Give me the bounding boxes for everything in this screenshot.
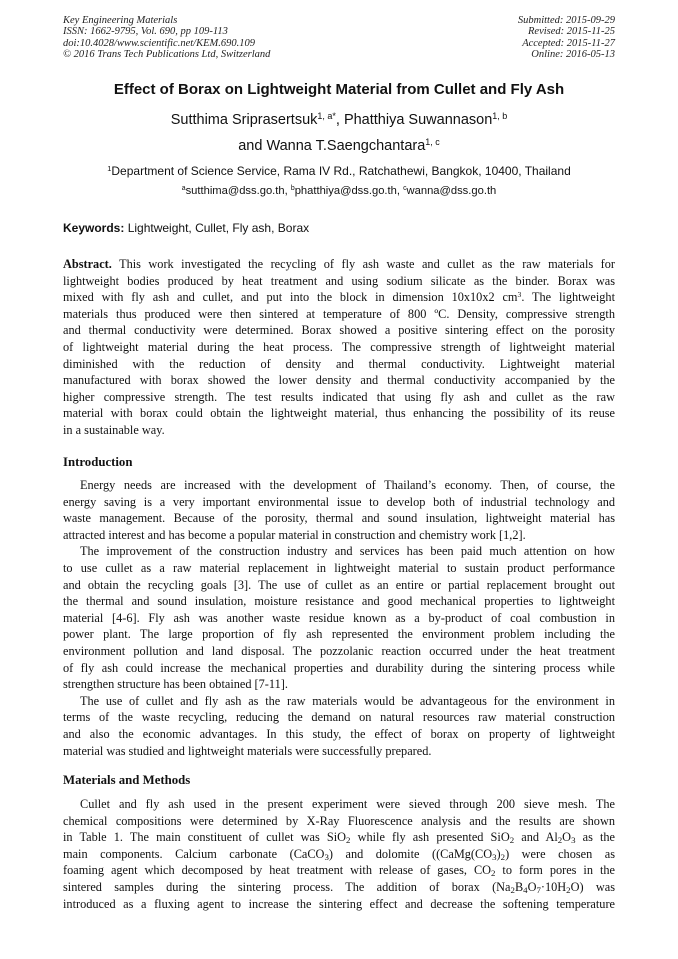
paragraph-line: energy saving is a very important environmental issue to develop both of industrial technology and <box>63 494 615 509</box>
author-line-2 <box>20 138 658 154</box>
paragraph-line: power plant. The large proportion of fly ash represented the environment problem including the <box>63 627 615 642</box>
author-affiliation-marker: 1, b <box>492 111 508 122</box>
affiliation-text: Department of Science Service, Rama IV Rd., Ratchathewi, Bangkok, 10400, Thailand <box>111 164 571 178</box>
text-run: in Table 1. The main constituent of cullet was SiO <box>63 830 347 845</box>
email: wanna@dss.go.th <box>406 185 497 197</box>
paragraph-line: terms of the waste recycling, reducing the demand on natural resources raw material construction <box>63 710 615 725</box>
text-run: B <box>514 879 524 894</box>
paragraph-line <box>63 879 615 896</box>
email: phatthiya@dss.go.th, <box>294 185 404 197</box>
abstract-line: lightweight bodies produced by heat treatment and using sodium silicate as the binder. Borax was <box>63 273 615 288</box>
abstract-text: This work investigated the recycling of fly ash waste and cullet as the raw materials for <box>111 257 615 271</box>
paragraph-line: the thermal and sound insulation, moisture resistance and good mechanical properties to lightweight <box>63 594 615 609</box>
copyright-line: © 2016 Trans Tech Publications Ltd, Switzerland <box>63 48 271 60</box>
affiliation <box>20 164 658 178</box>
abstract-line: in a sustainable way. <box>63 422 165 437</box>
subscript: 2 <box>346 835 351 846</box>
abstract-line: materials thus produced were then sintered at temperature of 800 ºC. Density, compressive strength <box>63 306 615 321</box>
subscript: 2 <box>509 835 515 846</box>
text-run: ) <box>496 846 501 861</box>
journal-info <box>63 15 270 60</box>
paragraph-line: of fly ash could increase the mechanical properties and durability during the sintering process while <box>63 660 615 675</box>
paragraph-line <box>63 862 615 879</box>
text-run: to form pores in the <box>495 863 615 878</box>
email-marker: b <box>290 185 295 193</box>
text-run: O <box>527 879 537 894</box>
subscript: 3 <box>324 851 329 862</box>
online-date: Online: 2016-05-13 <box>531 48 615 60</box>
author-line-1 <box>20 112 658 128</box>
paper-title: Effect of Borax on Lightweight Material from Cullet and Fly Ash <box>113 81 565 98</box>
paragraph-line: Energy needs are increased with the development of Thailand’s economy. Then, of course, the <box>80 478 615 492</box>
subscript: 3 <box>492 851 497 862</box>
issn-line: ISSN: 1662-9795, Vol. 690, pp 109-113 <box>63 26 228 38</box>
text-run: ) and dolomite ((CaMg(CO <box>328 846 493 861</box>
abstract-line: diminished with the reduction of density and thermal conductivity. Lightweight material <box>63 356 615 371</box>
paragraph-line: and obtain the recycling goals [3]. The use of cullet as an entire or partial replacement brought out <box>63 577 615 592</box>
abstract-line: material with borax could obtain the lightweight material, thus enhancing the possibility of its reuse <box>63 406 615 421</box>
paragraph-line: waste management. Because of the porosity, thermal and sound insulation, lightweight material has <box>63 511 615 526</box>
paragraph-line: environment pollution and land disposal. The pozzolanic reaction occurred under the heat treatment <box>63 643 615 658</box>
text-run: foaming agent which decomposed by heat treatment with release of gases, CO <box>63 863 492 878</box>
doi-line: doi:10.4028/www.scientific.net/KEM.690.109 <box>63 37 255 49</box>
paragraph-line: attracted interest and has become a popular material in construction and chemistry work [1,2]. <box>63 527 526 542</box>
section-heading-materials-methods: Materials and Methods <box>63 773 191 787</box>
author-name: Sutthima Sriprasertsuk <box>170 112 318 128</box>
superscript: 3 <box>517 290 522 299</box>
accepted-date: Accepted: 2015-11-27 <box>522 37 615 49</box>
introduction-body <box>63 477 615 759</box>
email: sutthima@dss.go.th, <box>185 185 291 197</box>
keywords-text: Lightweight, Cullet, Fly ash, Borax <box>124 221 310 235</box>
section-heading-introduction: Introduction <box>63 455 133 469</box>
text-run: and Al <box>514 830 558 845</box>
keywords-label: Keywords: <box>63 221 125 235</box>
paragraph-line <box>63 846 615 863</box>
text-run: as the <box>575 830 615 845</box>
abstract-label: Abstract. <box>63 257 112 271</box>
revised-date: Revised: 2015-11-25 <box>528 26 615 38</box>
abstract <box>63 256 615 439</box>
author-conjunction: and <box>238 138 267 154</box>
journal-name: Key Engineering Materials <box>63 15 178 26</box>
abstract-text: . The lightweight <box>521 290 615 305</box>
author-separator: , <box>335 112 344 128</box>
subscript: 2 <box>510 885 515 896</box>
paragraph-line: Cullet and fly ash used in the present experiment were sieved through 200 sieve mesh. The <box>80 797 615 811</box>
author-name: Wanna T.Saengchantara <box>266 138 426 154</box>
paragraph-line: The improvement of the construction industry and services has been paid much attention on how <box>80 544 615 559</box>
abstract-line: higher compressive strength. The test results indicated that using fly ash and cullet as the raw <box>63 389 615 404</box>
author-affiliation-marker: 1, a* <box>317 111 336 122</box>
paragraph-line: material [4-6]. Fly ash was another waste residue known as a by-product of coal combustion in <box>63 610 615 625</box>
author-name: Phatthiya Suwannason <box>343 112 493 128</box>
paragraph-line <box>63 829 615 846</box>
subscript: 2 <box>491 868 496 879</box>
subscript: 4 <box>523 885 528 896</box>
paragraph-line: chemical compositions were determined by X-Ray Fluorescence analysis and the results are shown <box>63 813 615 828</box>
text-run: ) were chosen as <box>505 846 615 861</box>
paragraph-line: material was studied and lightweight materials were successfully prepared. <box>63 743 432 758</box>
text-run: O <box>562 830 572 845</box>
paragraph-line: and also the economic advantages. In this study, the effect of borax on property of lightweight <box>63 726 615 741</box>
subscript: 2 <box>500 851 506 862</box>
text-run: main components. Calcium carbonate (CaCO <box>63 846 325 861</box>
abstract-line: and thermal conductivity were determined. Borax showed a positive sintering effect on the porosity <box>63 323 615 338</box>
subscript: 2 <box>557 835 563 846</box>
paragraph-line: strengthen structure has been obtained [7-11]. <box>63 677 288 692</box>
email-marker: a <box>181 185 186 193</box>
abstract-line <box>63 289 615 306</box>
abstract-line: of lightweight material during the heat process. The compressive strength of lightweight material <box>63 339 615 354</box>
text-run: O) was <box>570 879 615 894</box>
submission-dates <box>518 15 615 60</box>
abstract-text: mixed with fly ash and cullet, and put into the block in dimension 10x10x2 cm <box>63 290 518 305</box>
abstract-line <box>63 256 615 273</box>
submitted-date: Submitted: 2015-09-29 <box>517 15 615 26</box>
paragraph-line: The use of cullet and fly ash as the raw materials would be advantageous for the environment in <box>80 693 615 708</box>
subscript: 3 <box>571 835 576 846</box>
text-run: ·10H <box>540 879 567 894</box>
subscript: 2 <box>566 885 571 896</box>
abstract-line: manufactured with borax showed the lower density and thermal conductivity accompanied by the <box>63 373 615 388</box>
author-affiliation-marker: 1, c <box>425 137 440 148</box>
text-run: sintered samples during the sintering process. The addition of borax (Na <box>63 879 511 894</box>
methods-body <box>63 796 615 912</box>
paragraph-line: introduced as a fluxing agent to increase the sintering effect and decrease the softening temperature <box>63 896 615 911</box>
text-run: while fly ash presented SiO <box>350 830 510 845</box>
email-marker: c <box>403 185 407 193</box>
subscript: 7 <box>536 885 541 896</box>
author-emails <box>20 185 658 197</box>
paragraph-line: to use cullet as a raw material replacement in lightweight material to sustain product performance <box>63 560 615 575</box>
keywords <box>63 221 309 235</box>
affiliation-marker: 1 <box>107 163 112 173</box>
